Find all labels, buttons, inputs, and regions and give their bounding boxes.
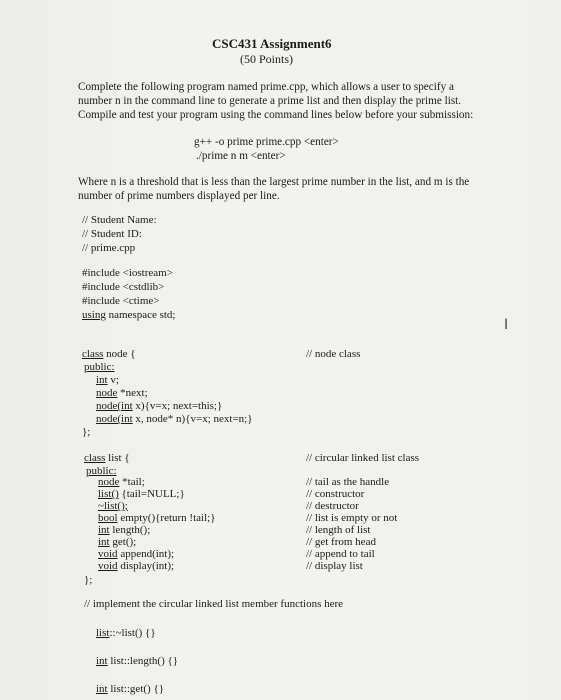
keyword-class: class xyxy=(82,348,104,360)
list-append-method xyxy=(98,548,174,561)
list-empty-rest: empty(){return !tail;} xyxy=(117,512,216,524)
keyword-int-impl-get: int xyxy=(96,683,108,695)
list-length-comment: // length of list xyxy=(306,524,371,536)
node-member-v xyxy=(96,374,119,387)
include-iostream: #include <iostream> xyxy=(82,267,173,279)
impl-destructor-rest: ::~list() {} xyxy=(109,627,156,639)
list-display-method xyxy=(98,560,174,573)
list-member-tail xyxy=(98,476,145,489)
text-cursor-icon: I xyxy=(504,317,509,333)
impl-get-rest: list::get() {} xyxy=(107,683,165,695)
keyword-node-int-1: node(int xyxy=(96,400,133,412)
list-class-head-rest: list { xyxy=(105,452,130,464)
assignment-points: (50 Points) xyxy=(240,52,294,66)
list-display-rest: display(int); xyxy=(117,560,175,572)
using-rest: namespace std; xyxy=(105,309,176,321)
list-public-label: public: xyxy=(86,465,117,477)
list-length-method xyxy=(98,524,150,537)
node-class-header xyxy=(82,348,136,361)
keyword-bool: bool xyxy=(98,512,118,524)
node-constructor-2 xyxy=(96,413,253,426)
node-constructor-1 xyxy=(96,400,222,413)
explain-line-1: Where n is a threshold that is less than the largest prime number in the list, and m is the xyxy=(78,176,470,188)
list-constructor-comment: // constructor xyxy=(306,488,365,500)
keyword-void-display: void xyxy=(98,560,118,572)
list-get-comment: // get from head xyxy=(306,536,376,548)
list-empty-method xyxy=(98,512,215,525)
keyword-using: using xyxy=(82,309,106,321)
impl-length xyxy=(96,655,178,668)
keyword-node: node xyxy=(96,387,118,399)
keyword-int-impl-length: int xyxy=(96,655,108,667)
using-namespace-line xyxy=(82,309,176,322)
node-class-comment: // node class xyxy=(306,348,361,360)
list-destructor-comment: // destructor xyxy=(306,500,359,512)
explain-line-2: number of prime numbers displayed per line. xyxy=(78,190,280,202)
compile-command: g++ -o prime prime.cpp <enter> xyxy=(194,136,339,148)
keyword-int-length: int xyxy=(98,524,110,536)
list-class-header xyxy=(84,452,130,465)
comment-student-id: // Student ID: xyxy=(82,228,142,240)
list-class-comment: // circular linked list class xyxy=(306,452,420,464)
list-get-method xyxy=(98,536,136,549)
node-public-label: public: xyxy=(84,361,115,373)
keyword-class-list: class xyxy=(84,452,106,464)
include-cstdlib: #include <cstdlib> xyxy=(82,281,165,293)
node-class-head-rest: node { xyxy=(103,348,136,360)
impl-length-rest: list::length() {} xyxy=(107,655,179,667)
include-ctime: #include <ctime> xyxy=(82,295,160,307)
keyword-node-int-2: node(int xyxy=(96,413,133,425)
run-command: ./prime n m <enter> xyxy=(196,150,286,162)
impl-get xyxy=(96,683,164,696)
comment-student-name: // Student Name: xyxy=(82,214,157,226)
keyword-int: int xyxy=(96,374,108,386)
intro-line-2: number n in the command line to generate a prime list and then display the prime list. xyxy=(78,95,462,107)
list-get-rest: get(); xyxy=(109,536,137,548)
node-member-v-rest: v; xyxy=(107,374,119,386)
intro-line-3: Compile and test your program using the command lines below before your submission: xyxy=(78,109,474,121)
keyword-void-append: void xyxy=(98,548,118,560)
node-constructor-2-rest: x, node* n){v=x; next=n;} xyxy=(132,413,253,425)
node-constructor-1-rest: x){v=x; next=this;} xyxy=(132,400,223,412)
list-tail-comment: // tail as the handle xyxy=(306,476,390,488)
comment-filename: // prime.cpp xyxy=(82,242,136,254)
list-append-rest: append(int); xyxy=(117,548,175,560)
list-constructor-rest: {tail=NULL;} xyxy=(118,488,185,500)
list-constructor xyxy=(98,488,185,501)
keyword-node-tail: node xyxy=(98,476,120,488)
implement-comment: // implement the circular linked list member functions here xyxy=(84,598,344,610)
list-append-comment: // append to tail xyxy=(306,548,375,560)
keyword-list-dtor: list xyxy=(96,627,110,639)
impl-destructor xyxy=(96,627,156,640)
node-class-close: }; xyxy=(82,426,91,438)
list-display-comment: // display list xyxy=(306,560,363,572)
keyword-int-get: int xyxy=(98,536,110,548)
assignment-title: CSC431 Assignment6 xyxy=(212,36,332,51)
list-length-rest: length(); xyxy=(109,524,151,536)
list-destructor: ~list(); xyxy=(98,500,128,512)
keyword-list-ctor: list() xyxy=(98,488,119,500)
node-member-next-rest: *next; xyxy=(117,387,148,399)
list-empty-comment: // list is empty or not xyxy=(306,512,398,524)
node-member-next xyxy=(96,387,148,400)
list-class-close: }; xyxy=(84,574,93,586)
intro-line-1: Complete the following program named prime.cpp, which allows a user to specify a xyxy=(78,81,454,93)
list-member-tail-rest: *tail; xyxy=(119,476,145,488)
